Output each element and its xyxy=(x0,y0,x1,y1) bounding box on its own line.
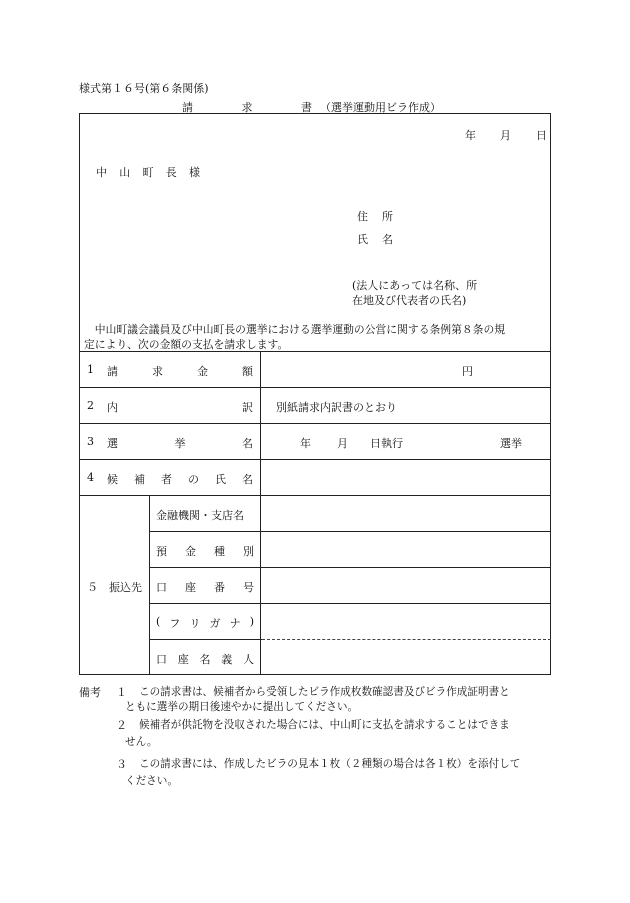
row1-label-char: 請 xyxy=(107,365,118,378)
remark-3-number: ３ xyxy=(116,758,127,771)
addressee-char: 様 xyxy=(189,166,200,179)
sub-row-line xyxy=(149,639,262,640)
label-divider xyxy=(260,351,261,675)
remark-1-number: １ xyxy=(116,686,127,699)
account-holder-char: 義 xyxy=(221,653,233,666)
name-label xyxy=(357,231,393,247)
row3-label-char: 名 xyxy=(242,437,253,450)
row2-label-char: 内 xyxy=(107,401,118,414)
row1-label xyxy=(107,363,253,379)
addressee-char: 長 xyxy=(165,166,177,179)
date-day: 日 xyxy=(536,129,547,142)
row4-label-char: 候 xyxy=(107,473,118,486)
furigana-char: ナ xyxy=(229,617,241,630)
account-number-char: 号 xyxy=(243,581,254,594)
row4-label-char: 氏 xyxy=(215,473,226,486)
row1-label-char: 額 xyxy=(242,365,253,378)
deposit-type-char: 種 xyxy=(214,545,225,558)
title-char: 書 xyxy=(301,101,312,114)
breakdown-value: 別紙請求内訳書のとおり xyxy=(276,401,397,414)
addressee-char: 中 xyxy=(96,166,107,179)
row4-label-char: 名 xyxy=(242,473,253,486)
remark-2-line2: せん。 xyxy=(125,736,158,748)
row-line xyxy=(79,423,551,424)
form-number: 様式第１６号(第６条関係) xyxy=(79,82,209,95)
title-char: 請 xyxy=(182,101,193,114)
name-label-char: 氏 xyxy=(357,233,368,246)
row1-number: 1 xyxy=(87,363,94,376)
row1-label-char: 金 xyxy=(197,365,208,378)
furigana-char: ガ xyxy=(209,617,221,630)
corporate-note-line1: (法人にあっては名称、所 xyxy=(352,279,478,292)
row2-label-char: 訳 xyxy=(242,401,253,414)
account-holder-char: 口 xyxy=(156,653,167,666)
deposit-type-char: 金 xyxy=(185,545,196,558)
row-line xyxy=(79,387,551,388)
date-year: 年 xyxy=(465,129,476,142)
corporate-note-line2: 在地及び代表者の氏名) xyxy=(352,294,467,307)
furigana-char: リ xyxy=(189,617,201,630)
account-holder-char: 座 xyxy=(177,653,189,666)
statement-line1: 中山町議会議員及び中山町長の選挙における選挙運動の公営に関する条例第８条の規 xyxy=(84,323,506,336)
title-char: 求 xyxy=(241,101,253,114)
date-month: 月 xyxy=(500,129,511,142)
furigana-dashed-line xyxy=(262,639,551,640)
account-number-char: 番 xyxy=(214,581,225,594)
table-top-line xyxy=(79,351,551,352)
row4-label-char: 補 xyxy=(134,473,145,486)
sub-row-line xyxy=(149,567,551,568)
furigana-char: フ xyxy=(169,617,181,630)
statement-line2: 定により、次の金額の支払を請求します。 xyxy=(84,338,289,351)
row-line xyxy=(79,459,551,460)
transfer-label: ５ 振込先 xyxy=(87,581,142,594)
remarks-label: 備考 xyxy=(79,686,101,699)
remark-2-line1: 候補者が供託物を没収された場合には、中山町に支払を請求することはできま xyxy=(139,719,510,731)
row1-label-char: 求 xyxy=(152,365,163,378)
election-day: 日執行 xyxy=(370,437,403,450)
account-number-char: 座 xyxy=(185,581,196,594)
deposit-type-label xyxy=(156,543,254,559)
row3-number: 3 xyxy=(87,435,94,448)
deposit-type-char: 別 xyxy=(243,545,254,558)
row3-label-char: 選 xyxy=(107,437,118,450)
bank-branch-label: 金融機関・支店名 xyxy=(156,509,244,522)
transfer-divider xyxy=(149,495,150,675)
account-holder-char: 人 xyxy=(243,653,254,666)
row3-label-char: 挙 xyxy=(174,437,186,450)
election-year: 年 xyxy=(300,437,311,450)
addressee-char: 町 xyxy=(142,166,154,179)
remark-1-line2: ともに選挙の期日後速やかに提出してください。 xyxy=(125,701,359,713)
sub-row-line xyxy=(149,603,551,604)
sub-row-line xyxy=(149,531,551,532)
remark-3-line2: ください。 xyxy=(125,775,178,787)
form-subtitle: （選挙運動用ビラ作成） xyxy=(320,101,441,114)
address-label-char: 住 xyxy=(357,210,368,223)
remark-1-line1: この請求書は、候補者から受領したビラ作成枚数確認書及びビラ作成証明書と xyxy=(139,686,510,698)
row2-label xyxy=(107,399,253,415)
row4-label-char: 者 xyxy=(161,473,172,486)
address-label-char: 所 xyxy=(382,210,393,223)
account-holder-char: 名 xyxy=(199,653,211,666)
row4-label-char: の xyxy=(188,473,199,486)
deposit-type-char: 預 xyxy=(156,545,167,558)
address-label xyxy=(357,208,393,224)
furigana-label xyxy=(156,615,254,631)
account-number-char: 口 xyxy=(156,581,167,594)
election-suffix: 選挙 xyxy=(500,437,522,450)
name-label-char: 名 xyxy=(382,233,393,246)
furigana-char: ) xyxy=(249,615,254,628)
addressee xyxy=(96,164,200,180)
row3-label xyxy=(107,435,253,451)
furigana-char: ( xyxy=(156,615,161,628)
addressee-char: 山 xyxy=(119,166,131,179)
remark-2-number: ２ xyxy=(116,719,127,732)
remark-3-line1: この請求書には、作成したビラの見本１枚（２種類の場合は各１枚）を添付して xyxy=(139,758,521,770)
election-month: 月 xyxy=(337,437,348,450)
row4-label xyxy=(107,471,253,487)
account-holder-label xyxy=(156,651,254,667)
row4-number: 4 xyxy=(87,471,94,484)
row2-number: 2 xyxy=(87,399,94,412)
amount-unit: 円 xyxy=(462,365,473,378)
account-number-label xyxy=(156,579,254,595)
